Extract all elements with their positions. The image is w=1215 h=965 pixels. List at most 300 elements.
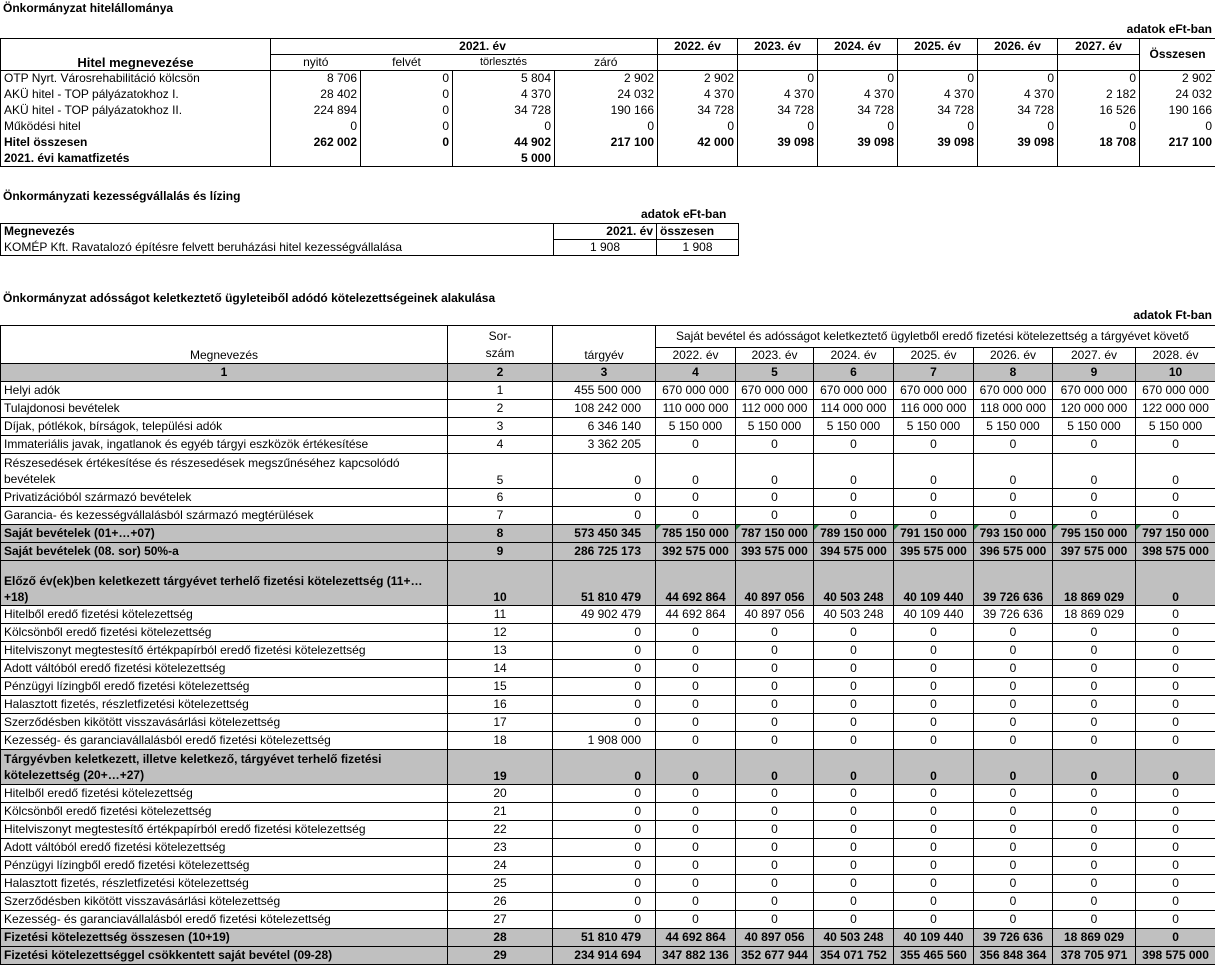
debt-row-name: Saját bevételek (01+…+07) (1, 525, 448, 543)
debt-row-value: 0 (894, 642, 974, 660)
debt-row-value: 3 362 205 (553, 436, 656, 454)
debt-row-value: 51 810 479 (553, 561, 656, 606)
debt-row-value: 0 (974, 785, 1053, 803)
debt-row-value: 0 (1136, 929, 1215, 947)
debt-row-value: 0 (656, 875, 736, 893)
loan-value: 0 (361, 103, 453, 119)
table-row (1, 785, 1215, 803)
loan-value: 34 728 (978, 103, 1058, 119)
debt-row-value: 0 (1053, 507, 1136, 525)
section2-unit: adatok eFt-ban (641, 207, 726, 221)
loan-header-felvet: felvét (361, 55, 453, 71)
debt-row-value: 0 (736, 714, 814, 732)
table-row (1, 507, 1215, 525)
table-row (1, 911, 1215, 929)
debt-row-value: 0 (553, 875, 656, 893)
debt-row-value: 0 (736, 875, 814, 893)
loan-value (658, 151, 738, 167)
loan-table (0, 38, 1215, 167)
debt-row-number: 19 (448, 750, 553, 785)
table-row (1, 929, 1215, 947)
debt-header-year: 2025. év (894, 348, 974, 364)
debt-row-value: 0 (894, 911, 974, 929)
loan-value: 0 (818, 119, 898, 135)
table-row (1, 875, 1215, 893)
debt-row-value: 789 150 000 (814, 525, 894, 543)
loan-value (818, 151, 898, 167)
debt-row-value: 0 (814, 750, 894, 785)
debt-row-name: Kezesség- és garanciavállalásból eredő fizetési kötelezettség (1, 732, 448, 750)
table-row (1, 803, 1215, 821)
guarantee-header-year: 2021. év (554, 224, 657, 240)
sorszam-line2: szám (451, 345, 549, 362)
debt-row-value: 112 000 000 (736, 400, 814, 418)
debt-row-name: Kezesség- és garanciavállalásból eredő fizetési kötelezettség (1, 911, 448, 929)
debt-row-value: 0 (974, 678, 1053, 696)
loan-value: 0 (898, 71, 978, 87)
debt-row-name: Előző év(ek)ben keletkezett tárgyévet terhelő fizetési kötelezettség (11+…+18) (1, 561, 448, 606)
loan-value: 190 166 (555, 103, 658, 119)
debt-row-value: 0 (974, 750, 1053, 785)
debt-row-value: 5 150 000 (736, 418, 814, 436)
debt-row-value: 0 (736, 454, 814, 489)
debt-row-number: 24 (448, 857, 553, 875)
debt-row-number: 7 (448, 507, 553, 525)
debt-row-value: 397 575 000 (1053, 543, 1136, 561)
debt-row-value: 0 (894, 436, 974, 454)
debt-header-sorszam (448, 326, 553, 364)
debt-row-value: 0 (974, 857, 1053, 875)
debt-row-value: 0 (1136, 911, 1215, 929)
debt-row-value: 0 (736, 732, 814, 750)
debt-row-value: 0 (656, 624, 736, 642)
debt-row-value: 0 (656, 678, 736, 696)
debt-row-value: 0 (656, 436, 736, 454)
debt-row-name: Adott váltóból eredő fizetési kötelezettség (1, 839, 448, 857)
loan-value (978, 151, 1058, 167)
loan-value (271, 151, 361, 167)
debt-row-value: 0 (553, 714, 656, 732)
debt-obligations-table (0, 325, 1215, 965)
debt-row-value: 670 000 000 (1053, 382, 1136, 400)
debt-row-value: 378 705 971 (1053, 947, 1136, 965)
debt-row-value: 0 (1053, 714, 1136, 732)
debt-header-group: Saját bevétel és adósságot keletkeztető ügyletből eredő fizetési kötelezettség a tárgyévet követő (656, 326, 1215, 348)
debt-row-value: 0 (1053, 642, 1136, 660)
debt-row-name: Hitelviszonyt megtestesítő értékpapírból eredő fizetési kötelezettség (1, 642, 448, 660)
debt-row-number: 3 (448, 418, 553, 436)
sorszam-line1: Sor- (451, 328, 549, 345)
debt-row-value: 0 (974, 875, 1053, 893)
loan-value: 39 098 (978, 135, 1058, 151)
debt-row-value: 0 (894, 678, 974, 696)
debt-row-value: 120 000 000 (1053, 400, 1136, 418)
debt-row-value: 0 (814, 642, 894, 660)
debt-row-number: 4 (448, 436, 553, 454)
debt-row-value: 0 (1136, 454, 1215, 489)
table-row (1, 489, 1215, 507)
loan-header-nyito: nyitó (271, 55, 361, 71)
debt-row-value: 0 (656, 660, 736, 678)
debt-row-value: 0 (1136, 678, 1215, 696)
debt-row-value: 0 (736, 624, 814, 642)
debt-row-value: 0 (974, 507, 1053, 525)
loan-value: 28 402 (271, 87, 361, 103)
debt-row-name: Garancia- és kezességvállalásból származó megtérülések (1, 507, 448, 525)
loan-value: 34 728 (453, 103, 555, 119)
debt-row-value: 0 (656, 839, 736, 857)
debt-row-value: 0 (1136, 732, 1215, 750)
debt-row-value: 0 (894, 660, 974, 678)
debt-row-value: 0 (553, 785, 656, 803)
debt-row-value: 0 (553, 821, 656, 839)
debt-row-value: 0 (656, 803, 736, 821)
debt-row-value: 0 (814, 436, 894, 454)
debt-row-value: 398 575 000 (1136, 947, 1215, 965)
debt-row-value: 0 (656, 454, 736, 489)
debt-row-value: 0 (1136, 660, 1215, 678)
debt-row-value: 0 (894, 489, 974, 507)
debt-row-value: 0 (894, 714, 974, 732)
column-number: 5 (736, 364, 814, 382)
debt-row-value: 0 (656, 911, 736, 929)
debt-row-value: 0 (1053, 839, 1136, 857)
section3-title: Önkormányzat adósságot keletkeztető ügyleteiből adódó kötelezettségeinek alakulása (3, 291, 495, 305)
debt-row-value: 573 450 345 (553, 525, 656, 543)
table-row (1, 561, 1215, 606)
loan-header-name: Hitel megnevezése (1, 55, 271, 71)
table-row (1, 678, 1215, 696)
debt-row-name: Fizetési kötelezettséggel csökkentett saját bevétel (09-28) (1, 947, 448, 965)
debt-row-value: 0 (1053, 454, 1136, 489)
debt-row-value: 0 (1136, 436, 1215, 454)
debt-row-value: 0 (814, 839, 894, 857)
loan-value: 217 100 (555, 135, 658, 151)
debt-row-value: 0 (814, 732, 894, 750)
column-number: 10 (1136, 364, 1215, 382)
debt-header-name: Megnevezés (1, 326, 448, 364)
debt-header-year: 2028. év (1136, 348, 1215, 364)
loan-value: 2 902 (658, 71, 738, 87)
debt-row-name: Halasztott fizetés, részletfizetési kötelezettség (1, 696, 448, 714)
debt-row-name: Hitelviszonyt megtestesítő értékpapírból eredő fizetési kötelezettség (1, 821, 448, 839)
loan-value: 0 (555, 119, 658, 135)
guarantee-row-total: 1 908 (657, 240, 739, 256)
debt-row-value: 0 (814, 624, 894, 642)
column-number: 6 (814, 364, 894, 382)
column-number: 2 (448, 364, 553, 382)
table-row (1, 525, 1215, 543)
debt-row-value: 0 (553, 750, 656, 785)
loan-value: 0 (271, 119, 361, 135)
debt-row-value: 0 (736, 911, 814, 929)
debt-row-value: 0 (656, 732, 736, 750)
debt-row-number: 16 (448, 696, 553, 714)
table-row (1, 400, 1215, 418)
debt-row-value: 394 575 000 (814, 543, 894, 561)
debt-row-value: 0 (1053, 857, 1136, 875)
debt-row-value: 0 (553, 642, 656, 660)
loan-value: 217 100 (1140, 135, 1215, 151)
column-number: 1 (1, 364, 448, 382)
debt-row-value: 51 810 479 (553, 929, 656, 947)
column-number: 8 (974, 364, 1053, 382)
debt-row-value: 785 150 000 (656, 525, 736, 543)
debt-row-number: 12 (448, 624, 553, 642)
debt-row-name: Kölcsönből eredő fizetési kötelezettség (1, 624, 448, 642)
loan-value (555, 151, 658, 167)
debt-row-number: 21 (448, 803, 553, 821)
table-row (1, 454, 1215, 489)
debt-row-value: 0 (736, 750, 814, 785)
debt-row-value: 0 (814, 489, 894, 507)
debt-row-value: 0 (974, 642, 1053, 660)
debt-row-value: 0 (894, 803, 974, 821)
debt-row-value: 791 150 000 (894, 525, 974, 543)
loan-header-year: 2025. év (898, 39, 978, 55)
debt-row-value: 0 (736, 678, 814, 696)
debt-row-value: 114 000 000 (814, 400, 894, 418)
loan-header-empty (1058, 55, 1140, 71)
debt-row-value: 0 (656, 714, 736, 732)
guarantee-header-name: Megnevezés (1, 224, 554, 240)
debt-row-value: 0 (1053, 821, 1136, 839)
debt-row-value: 0 (974, 893, 1053, 911)
debt-row-value: 0 (736, 839, 814, 857)
debt-row-name: Helyi adók (1, 382, 448, 400)
debt-row-value: 1 908 000 (553, 732, 656, 750)
debt-row-value: 787 150 000 (736, 525, 814, 543)
loan-value: 0 (898, 119, 978, 135)
debt-row-value: 0 (974, 696, 1053, 714)
table-row (1, 821, 1215, 839)
debt-row-value: 5 150 000 (974, 418, 1053, 436)
loan-value: 2 902 (555, 71, 658, 87)
table-row (1, 750, 1215, 785)
debt-row-value: 0 (974, 624, 1053, 642)
loan-value: 0 (978, 71, 1058, 87)
debt-row-value: 355 465 560 (894, 947, 974, 965)
table-row (1, 660, 1215, 678)
debt-header-year: 2026. év (974, 348, 1053, 364)
debt-row-number: 8 (448, 525, 553, 543)
loan-value (1140, 151, 1215, 167)
debt-row-value: 0 (553, 839, 656, 857)
loan-value: 0 (361, 71, 453, 87)
debt-row-value: 5 150 000 (656, 418, 736, 436)
table-row (1, 436, 1215, 454)
table-row (1, 87, 1215, 103)
table-row (1, 119, 1215, 135)
debt-row-value: 0 (1136, 785, 1215, 803)
debt-row-value: 40 897 056 (736, 929, 814, 947)
debt-row-value: 40 897 056 (736, 561, 814, 606)
debt-row-number: 18 (448, 732, 553, 750)
debt-row-value: 356 848 364 (974, 947, 1053, 965)
debt-row-value: 39 726 636 (974, 929, 1053, 947)
debt-row-value: 0 (656, 750, 736, 785)
loan-value: 4 370 (453, 87, 555, 103)
debt-row-value: 0 (974, 714, 1053, 732)
debt-row-value: 0 (736, 857, 814, 875)
table-row (1, 103, 1215, 119)
debt-row-name: Hitelből eredő fizetési kötelezettség (1, 785, 448, 803)
debt-row-value: 0 (736, 696, 814, 714)
debt-row-value: 0 (974, 803, 1053, 821)
debt-row-value: 0 (894, 875, 974, 893)
debt-row-value: 0 (814, 696, 894, 714)
debt-row-value: 0 (814, 803, 894, 821)
table-row (1, 732, 1215, 750)
debt-row-value: 670 000 000 (736, 382, 814, 400)
debt-row-name: Szerződésben kikötött visszavásárlási kötelezettség (1, 893, 448, 911)
debt-row-number: 13 (448, 642, 553, 660)
debt-row-value: 40 897 056 (736, 606, 814, 624)
loan-value: 39 098 (738, 135, 818, 151)
debt-row-value: 0 (1136, 696, 1215, 714)
loan-value: 0 (978, 119, 1058, 135)
debt-row-value: 0 (814, 785, 894, 803)
loan-value: 4 370 (818, 87, 898, 103)
debt-row-value: 39 726 636 (974, 561, 1053, 606)
debt-row-value: 0 (1136, 642, 1215, 660)
debt-row-name: Pénzügyi lízingből eredő fizetési kötelezettség (1, 678, 448, 696)
debt-row-value: 0 (1136, 507, 1215, 525)
debt-row-value: 0 (1136, 875, 1215, 893)
table-row (1, 151, 1215, 167)
debt-row-value: 0 (553, 660, 656, 678)
debt-row-value: 6 346 140 (553, 418, 656, 436)
section2-title: Önkormányzati kezességvállalás és lízing (3, 189, 240, 203)
debt-row-value: 110 000 000 (656, 400, 736, 418)
debt-row-name: Tulajdonosi bevételek (1, 400, 448, 418)
debt-row-value: 0 (553, 507, 656, 525)
column-number: 4 (656, 364, 736, 382)
debt-row-number: 11 (448, 606, 553, 624)
debt-row-value: 39 726 636 (974, 606, 1053, 624)
table-row (1, 606, 1215, 624)
debt-row-value: 0 (1053, 436, 1136, 454)
guarantee-header-total: összesen (657, 224, 739, 240)
debt-row-value: 396 575 000 (974, 543, 1053, 561)
debt-row-number: 6 (448, 489, 553, 507)
debt-row-value: 0 (974, 732, 1053, 750)
debt-row-value: 0 (736, 489, 814, 507)
debt-row-value: 0 (553, 857, 656, 875)
loan-header-year: 2026. év (978, 39, 1058, 55)
debt-row-number: 28 (448, 929, 553, 947)
debt-row-value: 5 150 000 (1136, 418, 1215, 436)
debt-row-value: 0 (894, 893, 974, 911)
loan-value: 2 902 (1140, 71, 1215, 87)
loan-value: 18 708 (1058, 135, 1140, 151)
debt-row-value: 0 (814, 507, 894, 525)
debt-row-value: 0 (814, 678, 894, 696)
debt-row-value: 118 000 000 (974, 400, 1053, 418)
debt-row-number: 2 (448, 400, 553, 418)
debt-row-value: 40 109 440 (894, 606, 974, 624)
debt-row-name: Fizetési kötelezettség összesen (10+19) (1, 929, 448, 947)
debt-row-value: 354 071 752 (814, 947, 894, 965)
loan-header-year: 2022. év (658, 39, 738, 55)
debt-row-number: 22 (448, 821, 553, 839)
table-row (1, 947, 1215, 965)
loan-value: 0 (453, 119, 555, 135)
loan-name: AKÜ hitel - TOP pályázatokhoz II. (1, 103, 271, 119)
loan-value: 42 000 (658, 135, 738, 151)
loan-name: OTP Nyrt. Városrehabilitáció kölcsön (1, 71, 271, 87)
loan-header-blank (1, 39, 271, 55)
loan-value: 34 728 (818, 103, 898, 119)
debt-row-value: 0 (736, 660, 814, 678)
loan-value: 8 706 (271, 71, 361, 87)
debt-row-value: 0 (894, 785, 974, 803)
debt-row-value: 0 (1136, 489, 1215, 507)
debt-row-value: 18 869 029 (1053, 606, 1136, 624)
debt-row-value: 395 575 000 (894, 543, 974, 561)
debt-row-value: 5 150 000 (814, 418, 894, 436)
loan-value: 34 728 (738, 103, 818, 119)
loan-value: 5 804 (453, 71, 555, 87)
loan-value: 0 (1058, 71, 1140, 87)
debt-row-value: 40 109 440 (894, 929, 974, 947)
loan-header-total: Összesen (1140, 39, 1215, 71)
loan-name: 2021. évi kamatfizetés (1, 151, 271, 167)
debt-row-number: 10 (448, 561, 553, 606)
guarantee-row-name: KOMÉP Kft. Ravatalozó építésre felvett beruházási hitel kezességvállalása (1, 240, 554, 256)
debt-row-value: 0 (1053, 893, 1136, 911)
loan-value: 262 002 (271, 135, 361, 151)
guarantee-table (0, 223, 739, 256)
loan-value (898, 151, 978, 167)
debt-row-value: 5 150 000 (894, 418, 974, 436)
debt-row-value: 40 109 440 (894, 561, 974, 606)
debt-row-value: 44 692 864 (656, 606, 736, 624)
debt-row-value: 0 (736, 642, 814, 660)
loan-value (738, 151, 818, 167)
loan-header-empty (978, 55, 1058, 71)
debt-row-name: Részesedések értékesítése és részesedések megszűnéséhez kapcsolódó bevételek (1, 454, 448, 489)
loan-value: 0 (1058, 119, 1140, 135)
loan-value: 5 000 (453, 151, 555, 167)
loan-header-torlesztes: törlesztés (453, 55, 555, 71)
loan-value: 0 (738, 119, 818, 135)
debt-row-value: 0 (736, 821, 814, 839)
table-row (1, 893, 1215, 911)
loan-value: 24 032 (555, 87, 658, 103)
debt-header-year: 2022. év (656, 348, 736, 364)
loan-value: 224 894 (271, 103, 361, 119)
loan-value: 4 370 (658, 87, 738, 103)
debt-row-value: 0 (974, 821, 1053, 839)
debt-row-number: 15 (448, 678, 553, 696)
loan-value: 4 370 (978, 87, 1058, 103)
debt-row-value: 0 (1136, 857, 1215, 875)
debt-row-value: 0 (553, 489, 656, 507)
debt-row-number: 17 (448, 714, 553, 732)
debt-row-value: 40 503 248 (814, 606, 894, 624)
debt-row-name: Kölcsönből eredő fizetési kötelezettség (1, 803, 448, 821)
loan-value: 4 370 (898, 87, 978, 103)
debt-row-name: Tárgyévben keletkezett, illetve keletkező, tárgyévet terhelő fizetési kötelezettség (20+…+27) (1, 750, 448, 785)
debt-row-value: 0 (656, 489, 736, 507)
loan-value: 0 (818, 71, 898, 87)
debt-row-value: 0 (1136, 714, 1215, 732)
loan-header-empty (818, 55, 898, 71)
debt-row-number: 20 (448, 785, 553, 803)
debt-row-name: Hitelből eredő fizetési kötelezettség (1, 606, 448, 624)
debt-row-value: 0 (1053, 489, 1136, 507)
